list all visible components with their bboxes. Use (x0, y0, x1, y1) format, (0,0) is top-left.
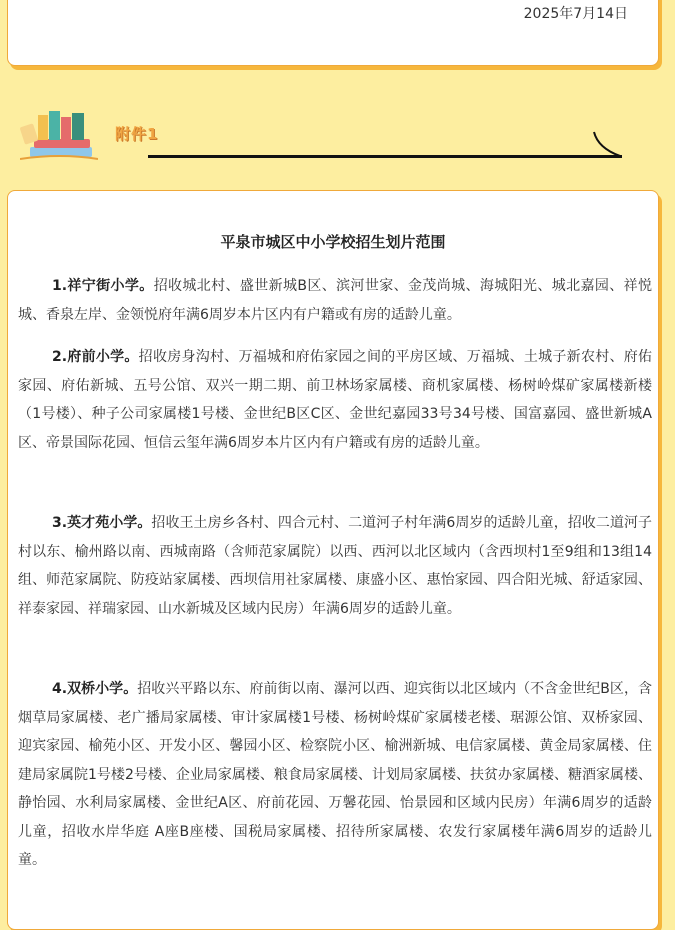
school-heading: 2.府前小学。 (52, 349, 139, 365)
school-body: 招收房身沟村、万福城和府佑家园之间的平房区域、万福城、土城子新农村、府佑家园、府佑新城、五号公馆、双兴一期二期、前卫林场家属楼、商机家属楼、杨树岭煤矿家属楼新楼（1号楼）、种子公司家属楼1号楼、金世纪B区C区、金世纪嘉园33号34号楼、国富嘉园、盛世新城A区、帝景国际花园、恒信云玺年满6周岁本片区内有户籍或有房的适龄儿童。 (18, 349, 653, 451)
document-title: 平泉市城区中小学校招生划片范围 (220, 233, 446, 251)
school-heading: 1.祥宁街小学。 (52, 278, 154, 294)
annex-banner (0, 95, 675, 175)
school-heading: 4.双桥小学。 (52, 681, 138, 697)
header-card (7, 0, 659, 66)
school-paragraph (18, 509, 652, 623)
line-end-hook (590, 130, 624, 160)
annex-underline (148, 155, 622, 158)
school-heading: 3.英才苑小学。 (52, 515, 152, 531)
document-date: 2025年7月14日 (523, 6, 628, 22)
school-body: 招收城北村、盛世新城B区、滨河世家、金茂尚城、海城阳光、城北嘉园、祥悦城、香泉左岸、金领悦府年满6周岁本片区内有户籍或有房的适龄儿童。 (18, 278, 653, 323)
document-card (7, 190, 659, 930)
school-paragraph (18, 343, 652, 457)
school-paragraph (18, 272, 652, 329)
books-icon (20, 105, 98, 163)
annex-label: 附件1 (115, 125, 159, 143)
school-body: 招收王土房乡各村、四合元村、二道河子村年满6周岁的适龄儿童，招收二道河子村以东、榆州路以南、西城南路（含师范家属院）以西、西河以北区域内（含西坝村1至9组和13组14组、师范家属院、防疫站家属楼、西坝信用社家属楼、康盛小区、惠怡家园、四合阳光城、舒适家园、祥泰家园、祥瑞家园、山水新城及区域内民房）年满6周岁的适龄儿童。 (18, 515, 653, 617)
school-body: 招收兴平路以东、府前街以南、瀑河以西、迎宾街以北区域内（不含金世纪B区，含烟草局家属楼、老广播局家属楼、审计家属楼1号楼、杨树岭煤矿家属楼老楼、琚源公馆、双桥家园、迎宾家园、榆苑小区、开发小区、馨园小区、检察院小区、榆洲新城、电信家属楼、黄金局家属楼、住建局家属院1号楼2号楼、企业局家属楼、粮食局家属楼、计划局家属楼、扶贫办家属楼、糖酒家属楼、静怡园、水利局家属楼、金世纪A区、府前花园、万馨花园、怡景园和区域内民房）年满6周岁的适龄儿童，招收水岸华庭 A座B座楼、国税局家属楼、招待所家属楼、农发行家属楼年满6周岁的适龄儿童。 (18, 681, 652, 868)
school-paragraph (18, 675, 652, 875)
